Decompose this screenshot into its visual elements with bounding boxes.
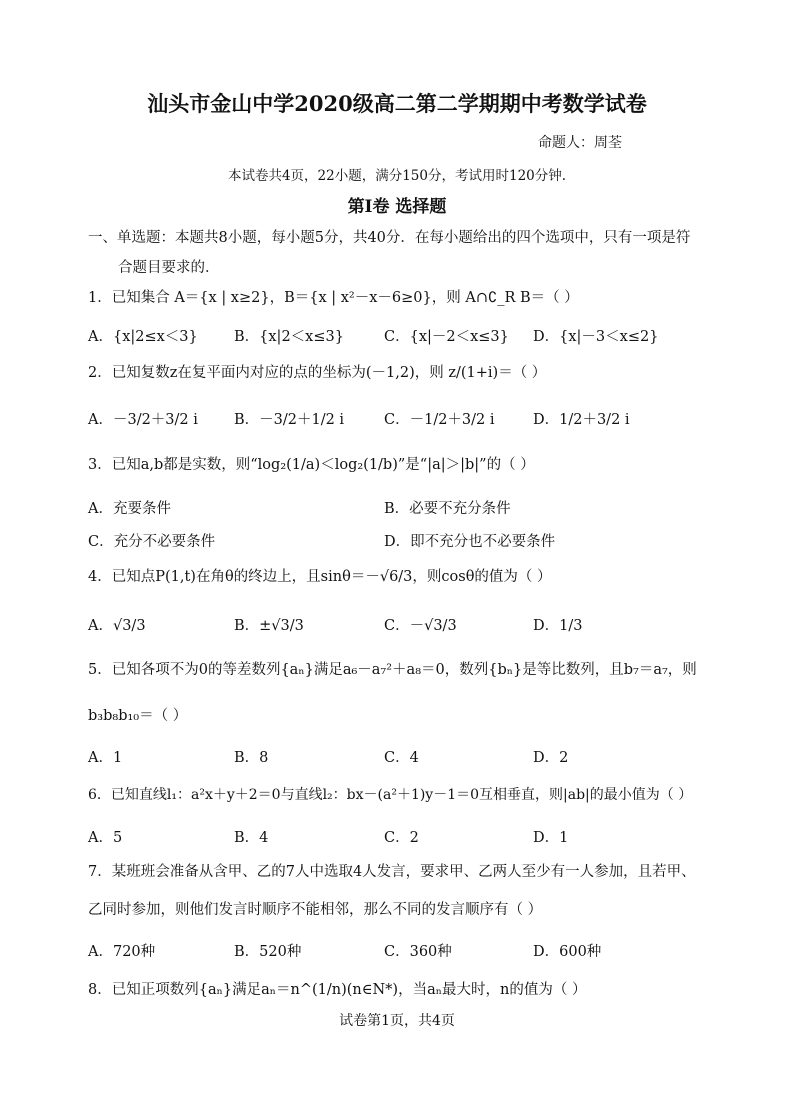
q5-option-a: A．1 <box>88 750 123 766</box>
q5-option-d: D．2 <box>533 750 569 766</box>
q1-option-d: D．{x|－3＜x≤2} <box>533 329 659 345</box>
question-8-stem: 8．已知正项数列{aₙ}满足aₙ＝n^(1/n)(n∈N*)，当aₙ最大时，n的值为（ ） <box>88 982 587 998</box>
q2-option-c: C．－1/2＋3/2 i <box>384 412 495 428</box>
question-2-stem: 2．已知复数z在复平面内对应的点的坐标为(－1,2)，则 z/(1+i)＝（ ） <box>88 365 547 381</box>
question-4-stem: 4．已知点P(1,t)在角θ的终边上，且sinθ＝－√6/3，则cosθ的值为（ ） <box>88 569 552 585</box>
q4-option-d: D．1/3 <box>533 618 583 634</box>
question-3-stem: 3．已知a,b都是实数，则“log₂(1/a)＜log₂(1/b)”是“|a|＞|b|”的（ ） <box>88 457 535 473</box>
q6-option-a: A．5 <box>88 830 123 846</box>
q6-option-d: D．1 <box>533 830 569 846</box>
q1-option-a: A．{x|2≤x＜3} <box>88 329 198 345</box>
question-6-stem: 6．已知直线l₁：a²x＋y＋2＝0与直线l₂：bx－(a²＋1)y－1＝0互相垂直，则|ab|的最小值为（ ） <box>88 787 693 803</box>
section-title: 第Ⅰ卷 选择题 <box>347 197 447 217</box>
author-line: 命题人：周荃 <box>538 135 622 151</box>
q4-option-c: C．－√3/3 <box>384 618 457 634</box>
question-7-stem-cont: 乙同时参加，则他们发言时顺序不能相邻，那么不同的发言顺序有（ ） <box>88 902 543 918</box>
exam-title: 汕头市金山中学2020级高二第二学期期中考数学试卷 <box>147 91 647 116</box>
q7-option-b: B．520种 <box>234 944 302 960</box>
q7-option-c: C．360种 <box>384 944 452 960</box>
q4-option-a: A．√3/3 <box>88 618 146 634</box>
question-7-stem: 7．某班班会准备从含甲、乙的7人中选取4人发言，要求甲、乙两人至少有一人参加，且若甲、 <box>88 864 696 880</box>
q2-option-a: A．－3/2＋3/2 i <box>88 412 198 428</box>
q3-option-c: C．充分不必要条件 <box>88 534 216 550</box>
q1-option-c: C．{x|－2＜x≤3} <box>384 329 509 345</box>
q2-option-d: D．1/2＋3/2 i <box>533 412 630 428</box>
question-1-stem: 1．已知集合 A＝{x | x≥2}，B＝{x | x²－x－6≥0}，则 A∩∁_R B＝（ ） <box>88 290 579 306</box>
q3-option-d: D．即不充分也不必要条件 <box>384 534 556 550</box>
q4-option-b: B．±√3/3 <box>234 618 304 634</box>
question-5-stem: 5．已知各项不为0的等差数列{aₙ}满足a₆－a₇²＋a₈＝0，数列{bₙ}是等比数列，且b₇＝a₇，则 <box>88 662 697 678</box>
q5-option-c: C．4 <box>384 750 419 766</box>
part1-instructions-line2: 合题目要求的． <box>118 260 220 276</box>
q2-option-b: B．－3/2＋1/2 i <box>234 412 345 428</box>
question-5-stem-cont: b₃b₈b₁₀＝（ ） <box>88 708 188 724</box>
q7-option-a: A．720种 <box>88 944 156 960</box>
q1-option-b: B．{x|2＜x≤3} <box>234 329 344 345</box>
part1-instructions-line1: 一、单选题：本题共8小题，每小题5分，共40分．在每小题给出的四个选项中，只有一项是符 <box>88 230 691 246</box>
q6-option-b: B．4 <box>234 830 269 846</box>
q5-option-b: B．8 <box>234 750 269 766</box>
q6-option-c: C．2 <box>384 830 419 846</box>
exam-info: 本试卷共4页，22小题，满分150分，考试用时120分钟. <box>227 168 567 184</box>
q3-option-b: B．必要不充分条件 <box>384 501 511 517</box>
page-footer: 试卷第1页，共4页 <box>339 1013 455 1029</box>
q3-option-a: A．充要条件 <box>88 501 171 517</box>
q7-option-d: D．600种 <box>533 944 602 960</box>
